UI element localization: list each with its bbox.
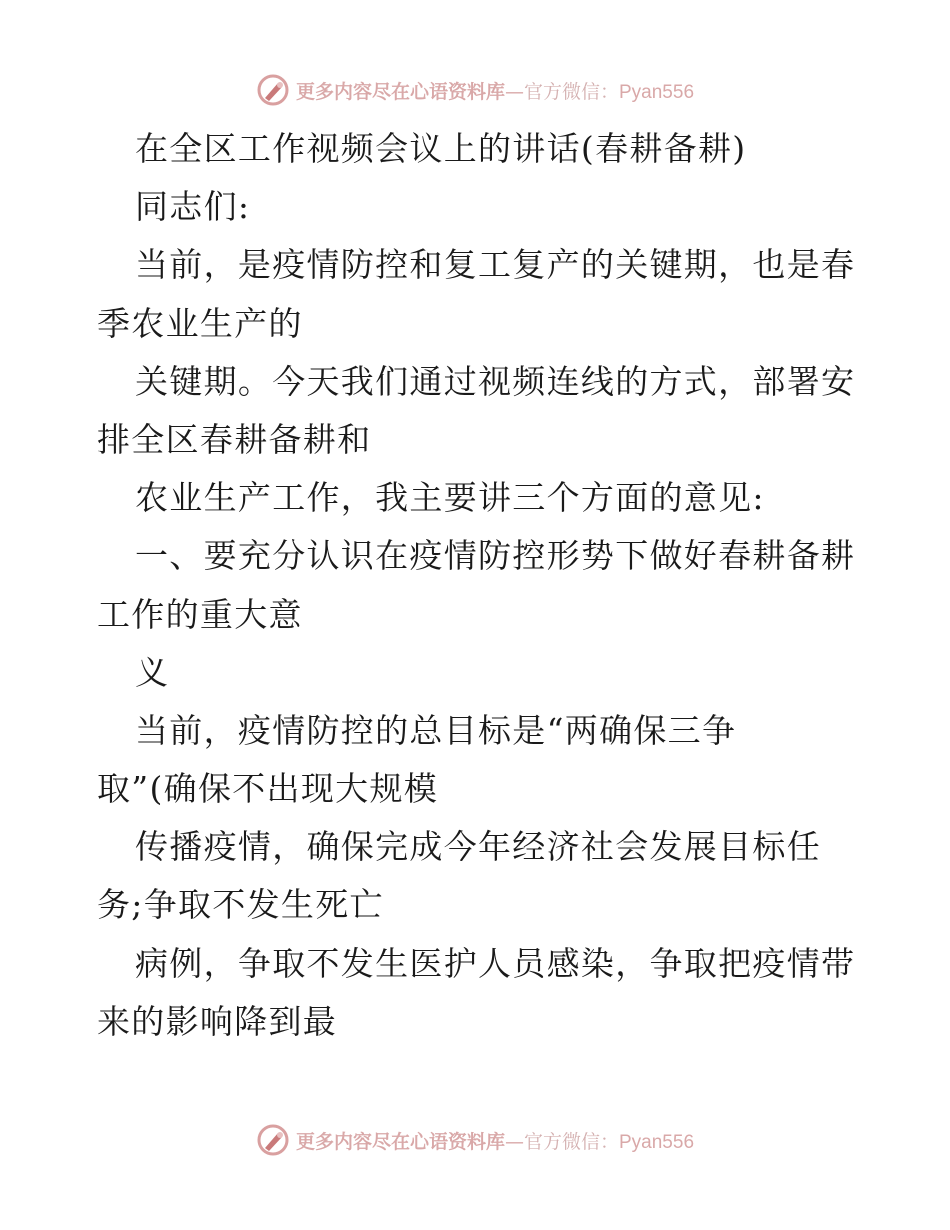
header-watermark	[0, 70, 950, 110]
pen-logo-icon	[256, 73, 290, 107]
text-line: 务;争取不发生死亡	[97, 885, 384, 925]
watermark-text	[296, 1127, 694, 1154]
watermark-dash: —	[504, 1130, 524, 1153]
text-line: 关键期。今天我们通过视频连线的方式，部署安	[135, 361, 856, 401]
pen-logo-icon	[256, 1123, 290, 1157]
salutation: 同志们:	[135, 187, 251, 227]
watermark-official-label: 官方微信：	[523, 1130, 619, 1153]
section-heading: 一、要充分认识在疫情防控形势下做好春耕备耕	[135, 536, 856, 576]
watermark-brand: 更多内容尽在心语资料库	[295, 80, 505, 103]
text-line: 排全区春耕备耕和	[97, 419, 372, 459]
section-heading: 义	[135, 652, 170, 692]
footer-watermark	[0, 1120, 950, 1160]
watermark-official-label: 官方微信：	[523, 80, 619, 103]
text-line: 农业生产工作，我主要讲三个方面的意见:	[135, 478, 765, 518]
document-title: 在全区工作视频会议上的讲话(春耕备耕)	[135, 129, 747, 168]
watermark-brand: 更多内容尽在心语资料库	[295, 1130, 505, 1153]
text-line: 季农业生产的	[97, 303, 303, 343]
text-line: 病例，争取不发生医护人员感染，争取把疫情带	[135, 943, 856, 983]
document-body	[97, 120, 857, 1051]
watermark-dash: —	[504, 80, 524, 103]
watermark-wechat-id: Pyan556	[619, 1131, 695, 1153]
section-heading: 工作的重大意	[97, 594, 303, 634]
text-line: 当前，是疫情防控和复工复产的关键期，也是春	[135, 245, 856, 285]
text-line: 当前，疫情防控的总目标是“两确保三争	[135, 710, 737, 750]
text-line: 传播疫情，确保完成今年经济社会发展目标任	[135, 827, 821, 867]
text-line: 来的影响降到最	[97, 1001, 338, 1041]
watermark-wechat-id: Pyan556	[619, 81, 695, 103]
watermark-text	[296, 77, 694, 104]
text-line: 取”(确保不出现大规模	[97, 769, 439, 809]
